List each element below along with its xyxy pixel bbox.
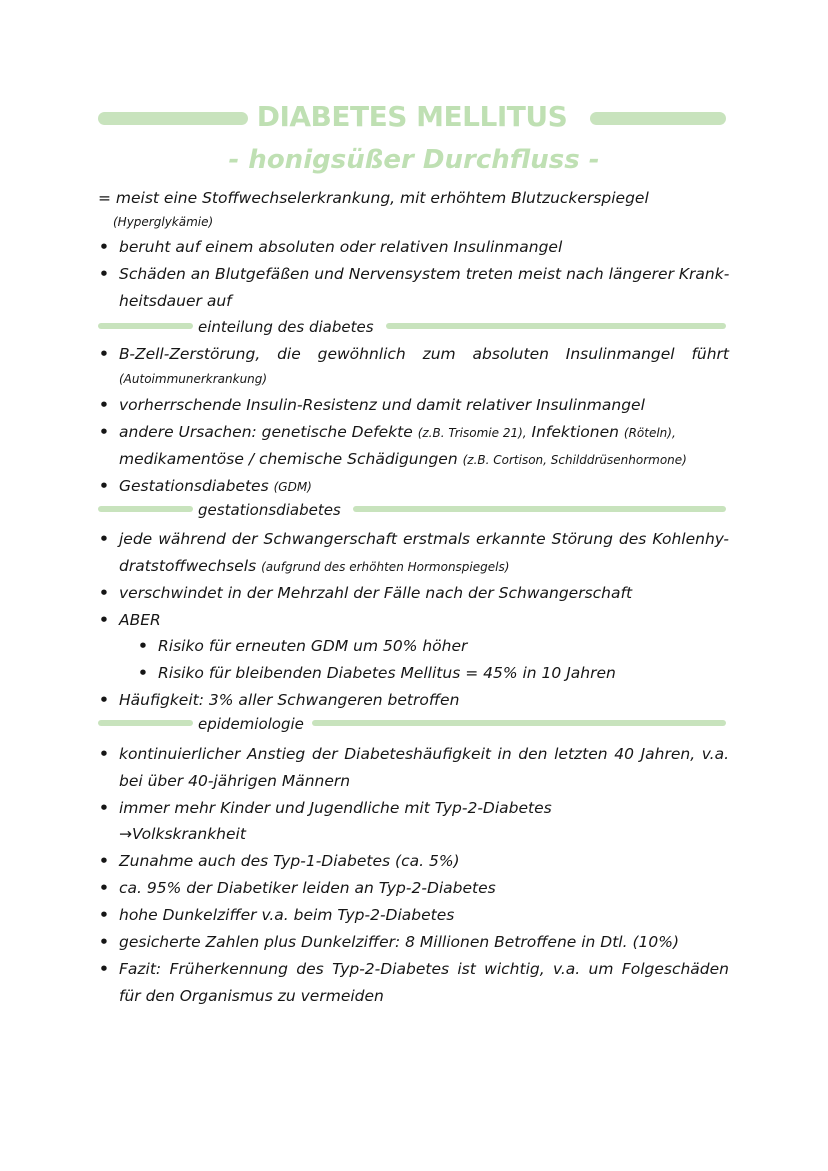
- list-item: • ABER: [119, 611, 161, 629]
- list-item-continuation: →Volkskrankheit: [119, 825, 246, 843]
- list-item: • gesicherte Zahlen plus Dunkelziffer: 8 Millionen Betroffene in Dtl. (10%): [119, 933, 679, 951]
- list-item: • ca. 95% der Diabetiker leiden an Typ-2-Diabetes: [119, 879, 496, 897]
- list-item-continuation: medikamentöse / chemische Schädigungen (z.B. Cortison, Schilddrüsenhormone): [119, 450, 687, 468]
- list-item: • B-Zell-Zerstörung, die gewöhnlich zum absoluten Insulinmangel führt: [119, 345, 729, 363]
- list-item: • jede während der Schwangerschaft erstmals erkannte Störung des Kohlenhy-: [119, 530, 729, 548]
- section-heading: epidemiologie: [198, 715, 304, 733]
- sub-list-item: • Risiko für bleibenden Diabetes Mellitus = 45% in 10 Jahren: [158, 664, 616, 682]
- list-item-continuation: für den Organismus zu vermeiden: [119, 987, 384, 1005]
- list-item-continuation: dratstoffwechsels (aufgrund des erhöhten Hormonspiegels): [119, 557, 510, 575]
- list-item: • Schäden an Blutgefäßen und Nervensystem treten meist nach längerer Krank-: [119, 265, 729, 283]
- list-item: • Gestationsdiabetes (GDM): [119, 477, 312, 495]
- definition-line: = meist eine Stoffwechselerkrankung, mit erhöhtem Blutzuckerspiegel: [98, 189, 649, 207]
- sub-list-item: • Risiko für erneuten GDM um 50% höher: [158, 637, 467, 655]
- list-item: • andere Ursachen: genetische Defekte (z.B. Trisomie 21), Infektionen (Röteln),: [119, 423, 676, 441]
- item-note: (Autoimmunerkrankung): [119, 372, 268, 386]
- list-item-continuation: heitsdauer auf: [119, 292, 232, 310]
- list-item: • kontinuierlicher Anstieg der Diabeteshäufigkeit in den letzten 40 Jahren, v.a.: [119, 745, 729, 763]
- list-item: • beruht auf einem absoluten oder relativen Insulinmangel: [119, 238, 562, 256]
- section-divider-gestationsdiabetes: [98, 503, 726, 525]
- section-heading: gestationsdiabetes: [198, 501, 341, 519]
- list-item: • verschwindet in der Mehrzahl der Fälle nach der Schwangerschaft: [119, 584, 632, 602]
- section-heading: einteilung des diabetes: [198, 318, 374, 336]
- section-divider-epidemiologie: [98, 717, 726, 739]
- list-item-continuation: bei über 40-jährigen Männern: [119, 772, 351, 790]
- list-item: • Häufigkeit: 3% aller Schwangeren betroffen: [119, 691, 459, 709]
- section-divider-einteilung: [98, 320, 726, 342]
- page-subtitle: - honigsüßer Durchfluss -: [228, 145, 600, 175]
- list-item: • hohe Dunkelziffer v.a. beim Typ-2-Diabetes: [119, 906, 454, 924]
- list-item: • immer mehr Kinder und Jugendliche mit Typ-2-Diabetes: [119, 799, 552, 817]
- definition-note: (Hyperglykämie): [113, 215, 214, 229]
- page-title: DIABETES MELLITUS: [251, 100, 574, 133]
- list-item: • Zunahme auch des Typ-1-Diabetes (ca. 5%): [119, 852, 460, 870]
- title-banner: [98, 100, 726, 133]
- list-item: • vorherrschende Insulin-Resistenz und damit relativer Insulinmangel: [119, 396, 645, 414]
- list-item: • Fazit: Früherkennung des Typ-2-Diabetes ist wichtig, v.a. um Folgeschäden: [119, 960, 729, 978]
